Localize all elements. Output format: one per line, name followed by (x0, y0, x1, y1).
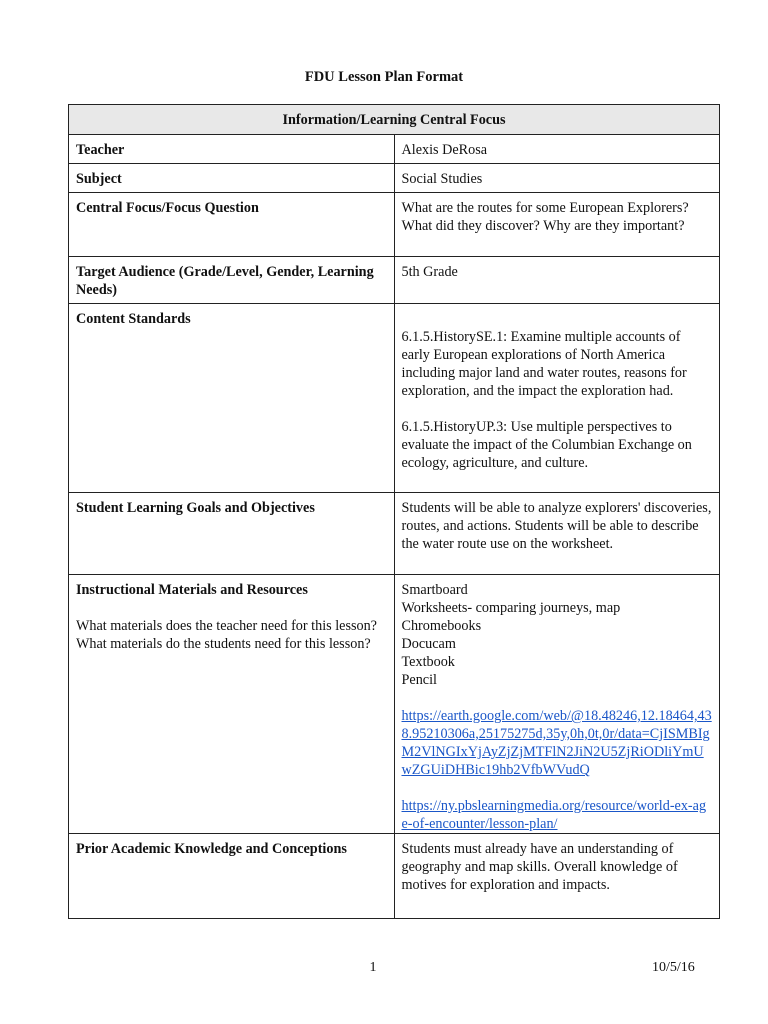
central-focus-label: Central Focus/Focus Question (69, 193, 395, 257)
table-row (69, 257, 720, 304)
list-item: Smartboard (401, 582, 468, 598)
subject-label: Subject (69, 164, 395, 193)
table-row (69, 304, 720, 493)
table-row (69, 575, 720, 834)
central-focus-value: What are the routes for some European Explorers? What did they discover? Why are they important? (394, 193, 720, 257)
prior-knowledge-label: Prior Academic Knowledge and Conceptions (69, 834, 395, 919)
content-standards-label: Content Standards (69, 304, 395, 493)
page-number: 1 (369, 960, 377, 975)
page-title: FDU Lesson Plan Format (304, 69, 464, 85)
goals-label: Student Learning Goals and Objectives (69, 493, 395, 575)
materials-value (394, 575, 720, 834)
standard-2: 6.1.5.HistoryUP.3: Use multiple perspectives to evaluate the impact of the Columbian Exchange on ecology, agriculture, and culture. (401, 419, 692, 471)
section-header: Information/Learning Central Focus (69, 105, 720, 135)
prior-knowledge-value: Students must already have an understanding of geography and map skills. Overall knowledge of motives for exploration and impacts. (394, 834, 720, 919)
teacher-label: Teacher (69, 135, 395, 164)
list-item: Textbook (401, 654, 455, 670)
materials-question-students: What materials do the students need for this lesson? (76, 636, 371, 652)
teacher-value: Alexis DeRosa (394, 135, 720, 164)
table-row (69, 834, 720, 919)
table-row (69, 193, 720, 257)
list-item: Worksheets- comparing journeys, map (401, 600, 621, 616)
pbs-learning-media-link[interactable]: https://ny.pbslearningmedia.org/resource/world-ex-age-of-encounter/lesson-plan/ (401, 798, 707, 832)
target-audience-value: 5th Grade (394, 257, 720, 304)
materials-label-cell (69, 575, 395, 834)
content-standards-value (394, 304, 720, 493)
table-row (69, 493, 720, 575)
lesson-plan-table (68, 104, 720, 919)
footer-date: 10/5/16 (652, 960, 695, 975)
list-item: Pencil (401, 672, 437, 688)
standard-1: 6.1.5.HistorySE.1: Examine multiple accounts of early European explorations of North America including major land and water routes, reasons for exploration, and the impact the exploration had. (401, 329, 687, 399)
table-header-row (69, 105, 720, 135)
materials-label: Instructional Materials and Resources (76, 582, 308, 598)
table-row (69, 135, 720, 164)
subject-value: Social Studies (394, 164, 720, 193)
materials-question-teacher: What materials does the teacher need for this lesson? (76, 618, 377, 634)
list-item: Chromebooks (401, 618, 482, 634)
google-earth-link[interactable]: https://earth.google.com/web/@18.48246,12.18464,438.95210306a,25175275d,35y,0h,0t,0r/data=CjISMBIgM2VlNGIxYjAyZjZjMTFlN2JiN2U5ZjRiODliYmUwZGUiDHBic19hb2VfbWVudQ (401, 708, 712, 778)
table-row (69, 164, 720, 193)
goals-value: Students will be able to analyze explorers' discoveries, routes, and actions. Students will be able to describe the water route use on the worksheet. (394, 493, 720, 575)
list-item: Docucam (401, 636, 456, 652)
target-audience-label: Target Audience (Grade/Level, Gender, Learning Needs) (69, 257, 395, 304)
